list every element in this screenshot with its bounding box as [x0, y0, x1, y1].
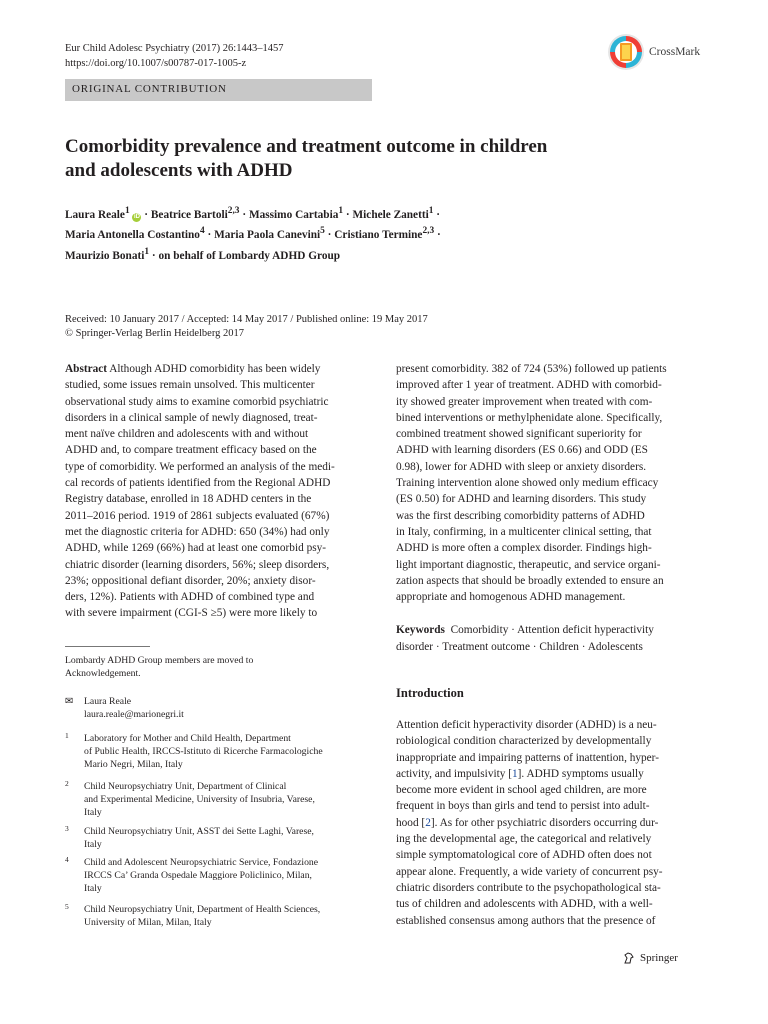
- affiliation-line: Mario Negri, Milan, Italy: [84, 758, 183, 770]
- affiliation-line: Italy: [84, 838, 102, 850]
- footnote-line: Lombardy ADHD Group members are moved to: [65, 655, 254, 666]
- abstract-line: ADHD is more often a complex disorder. Findings high-: [396, 542, 652, 555]
- author-name[interactable]: Laura Reale: [65, 208, 125, 221]
- author-affil: 2,3: [227, 206, 240, 216]
- keywords-line-2: disorder · Treatment outcome · Children · Adolescents: [396, 641, 643, 653]
- author-line-1: Laura Reale$^1$ iD · Beatrice Bartoli$^{2,3}$ · Massimo Cartabia$^1$ · Michele Zanetti$^1$ ·: [65, 206, 441, 221]
- abstract-line: met the diagnostic criteria for ADHD: 650 (34%) had only: [65, 525, 330, 538]
- affiliation-line: University of Milan, Milan, Italy: [84, 916, 212, 928]
- abstract-label: Abstract: [65, 363, 108, 375]
- abstract-line: studied, some issues remain unsolved. This multicenter: [65, 379, 315, 392]
- abstract-line: ADHD, while 1269 (66%) had at least one comorbid psy-: [65, 542, 327, 555]
- affiliation-line: Child Neuropsychiatry Unit, Department of Clinical: [84, 781, 287, 792]
- author-name[interactable]: Maria Antonella Costantino: [65, 229, 200, 242]
- affiliation-number: 1: [65, 731, 69, 740]
- abstract-line: chiatric disorder (learning disorders, 56%; sleep disorders,: [65, 558, 330, 571]
- crossmark-label: CrossMark: [649, 46, 701, 58]
- copyright-line: © Springer-Verlag Berlin Heidelberg 2017: [65, 328, 245, 339]
- author-name[interactable]: Beatrice Bartoli: [150, 208, 228, 221]
- author-name[interactable]: Maurizio Bonati: [65, 249, 145, 262]
- title-line-2: and adolescents with ADHD: [65, 160, 293, 181]
- abstract-line: disorders in a clinical sample of newly diagnosed, treat-: [65, 411, 318, 424]
- corr-email[interactable]: laura.reale@marionegri.it: [84, 709, 184, 720]
- abstract-line: Registry database, enrolled in 18 ADHD centers in the: [65, 493, 312, 506]
- affiliation-number: 2: [65, 779, 69, 788]
- intro-text: hood [: [396, 816, 426, 829]
- abstract-line: was the first describing comorbidity patterns of ADHD: [396, 509, 645, 522]
- intro-line: inappropriate and impairing patterns of inattention, hyper-: [396, 751, 659, 764]
- abstract-line: ment naïve children and adolescents with and without: [65, 428, 309, 441]
- article-title: [65, 135, 685, 183]
- author-affil: 1: [428, 206, 434, 216]
- abstract-line: type of comorbidity. We performed an analysis of the medi-: [65, 460, 335, 473]
- crossmark-badge[interactable]: [607, 33, 700, 71]
- abstract-line: (ES 0.50) for ADHD and learning disorders. This study: [396, 493, 647, 506]
- citation-link[interactable]: 1: [512, 767, 518, 780]
- citation-link[interactable]: 2: [425, 816, 431, 829]
- author-affil: 2,3: [422, 226, 435, 237]
- author-affil: 5: [320, 226, 325, 237]
- keywords-line-1: Comorbidity · Attention deficit hyperactivity: [450, 624, 654, 636]
- author-affil: 1: [338, 206, 344, 216]
- affiliation-number: 4: [65, 855, 69, 864]
- intro-line: appear alone. Frequently, a wide variety of concurrent psy-: [396, 865, 663, 878]
- abstract-line: 2011–2016 period. 1919 of 2861 subjects evaluated (67%): [65, 509, 330, 522]
- intro-line: Attention deficit hyperactivity disorder (ADHD) is a neu-: [396, 719, 657, 731]
- author-name[interactable]: Cristiano Termine: [334, 229, 423, 242]
- publisher-name: Springer: [640, 952, 678, 964]
- affiliation-line: Italy: [84, 882, 102, 894]
- introduction-heading: Introduction: [396, 686, 464, 700]
- abstract-line: zation aspects that should be broadly extended to ensure an: [396, 574, 664, 587]
- section-banner-text: ORIGINAL CONTRIBUTION: [72, 83, 227, 95]
- abstract-line: appropriate and homogenous ADHD management.: [396, 591, 626, 604]
- group-footnote: [65, 655, 253, 680]
- abstract-line: observational study aims to examine comorbid psychiatric: [65, 395, 329, 408]
- affiliation-line: Child and Adolescent Neuropsychiatric Service, Fondazione: [84, 857, 319, 868]
- abstract-line: [65, 361, 373, 377]
- affiliation-number: 5: [65, 902, 69, 911]
- intro-line: chiatric disorders contribute to the psychopathological sta-: [396, 881, 661, 894]
- affiliation-line: Child Neuropsychiatry Unit, ASST dei Sette Laghi, Varese,: [84, 826, 314, 837]
- intro-line: robiological condition characterized by developmentally: [396, 735, 652, 748]
- intro-line: ing the developmental age, the categorical and relatively: [396, 833, 652, 846]
- author-name[interactable]: Maria Paola Canevini: [214, 229, 321, 242]
- intro-line: tus of children and adolescents with ADHD, with a well-: [396, 898, 653, 911]
- envelope-icon: ✉: [65, 696, 74, 707]
- footnote-divider: [65, 646, 150, 647]
- abstract-line: light important diagnostic, therapeutic, and service organi-: [396, 558, 661, 571]
- affiliation-line: Italy: [84, 806, 102, 818]
- abstract-line: ADHD with learning disorders (ES 0.66) and ODD (ES: [396, 444, 648, 457]
- intro-line: [396, 766, 703, 782]
- section-banner: [65, 79, 372, 101]
- springer-horse-icon: [622, 951, 636, 965]
- introduction-body: [396, 717, 703, 929]
- journal-citation: [65, 41, 283, 71]
- author-affil: 4: [199, 226, 205, 237]
- springer-logo: [622, 951, 678, 965]
- intro-text: activity, and impulsivity [: [396, 767, 512, 780]
- author-affil: 1: [144, 246, 150, 257]
- intro-text: ]. ADHD symptoms usually: [517, 767, 644, 780]
- author-group: on behalf of Lombardy ADHD Group: [158, 249, 341, 262]
- title-line-1: Comorbidity prevalence and treatment outcome in children: [65, 136, 548, 157]
- author-list: [65, 203, 535, 264]
- doi-link[interactable]: https://doi.org/10.1007/s00787-017-1005-z: [65, 58, 247, 69]
- abstract-right-column: [396, 361, 703, 605]
- affiliation-line: IRCCS Ca’ Granda Ospedale Maggiore Policlinico, Milan,: [84, 869, 312, 881]
- keywords-label: Keywords: [396, 624, 445, 636]
- orcid-icon[interactable]: iD: [133, 213, 140, 220]
- intro-line: frequent in boys than girls and tend to persist into adult-: [396, 800, 650, 813]
- keywords-block: [396, 622, 703, 656]
- abstract-line: ity showed greater improvement when treated with com-: [396, 395, 653, 408]
- affiliation-line: Laboratory for Mother and Child Health, Department: [84, 733, 291, 744]
- author-affil: 1: [124, 206, 130, 216]
- intro-line: become more evident in school aged children, are more: [396, 784, 647, 797]
- abstract-line: combined treatment showed significant superiority for: [396, 428, 642, 441]
- author-line-3: Maurizio Bonati$^1$ · on behalf of Lombardy ADHD Group: [65, 246, 341, 262]
- affiliation-line: and Experimental Medicine, University of Insubria, Varese,: [84, 793, 315, 805]
- affiliation-line: of Public Health, IRCCS-Istituto di Ricerche Farmacologiche: [84, 745, 323, 757]
- abstract-text: Although ADHD comorbidity has been widely: [109, 363, 321, 375]
- author-name[interactable]: Michele Zanetti: [352, 208, 429, 221]
- abstract-line: present comorbidity. 382 of 724 (53%) followed up patients: [396, 363, 667, 375]
- abstract-line: improved after 1 year of treatment. ADHD with comorbid-: [396, 379, 662, 392]
- corr-name: Laura Reale: [84, 696, 132, 707]
- received-line: Received: 10 January 2017 / Accepted: 14 May 2017 / Published online: 19 May 2017: [65, 314, 428, 325]
- abstract-line: 0.98), lower for ADHD with sleep or anxiety disorders.: [396, 460, 647, 473]
- abstract-left-column: [65, 361, 373, 622]
- affiliation-number: 3: [65, 824, 69, 833]
- crossmark-icon: [607, 33, 645, 71]
- author-line-2: Maria Antonella Costantino$^4$ · Maria Paola Canevini$^5$ · Cristiano Termine$^{2,3}$ ·: [65, 226, 441, 242]
- abstract-line: in Italy, confirming, in a multicenter clinical setting, that: [396, 525, 652, 538]
- abstract-line: with severe impairment (CGI-S ≥5) were more likely to: [65, 607, 318, 620]
- intro-text: ]. As for other psychiatric disorders occurring dur-: [430, 816, 659, 829]
- abstract-line: ADHD and, to compare treatment efficacy based on the: [65, 444, 317, 457]
- abstract-line: ders, 12%). Patients with ADHD of combined type and: [65, 591, 315, 604]
- publication-dates: [65, 313, 428, 341]
- abstract-line: 23%; oppositional defiant disorder, 20%; anxiety disor-: [65, 574, 316, 587]
- intro-line: [396, 815, 703, 831]
- intro-line: simple symptomatological core of ADHD often does not: [396, 849, 652, 862]
- author-name[interactable]: Massimo Cartabia: [248, 208, 339, 221]
- abstract-line: Training intervention alone showed only medium efficacy: [396, 477, 659, 490]
- journal-line: Eur Child Adolesc Psychiatry (2017) 26:1443–1457: [65, 43, 284, 54]
- abstract-line: bined interventions or methylphenidate alone. Specifically,: [396, 411, 663, 424]
- abstract-line: cal records of patients identified from the Regional ADHD: [65, 477, 331, 490]
- footnote-line: Acknowledgement.: [65, 667, 141, 679]
- intro-line: established consensus among authors that the presence of: [396, 914, 656, 927]
- affiliation-line: Child Neuropsychiatry Unit, Department of Health Sciences,: [84, 904, 321, 915]
